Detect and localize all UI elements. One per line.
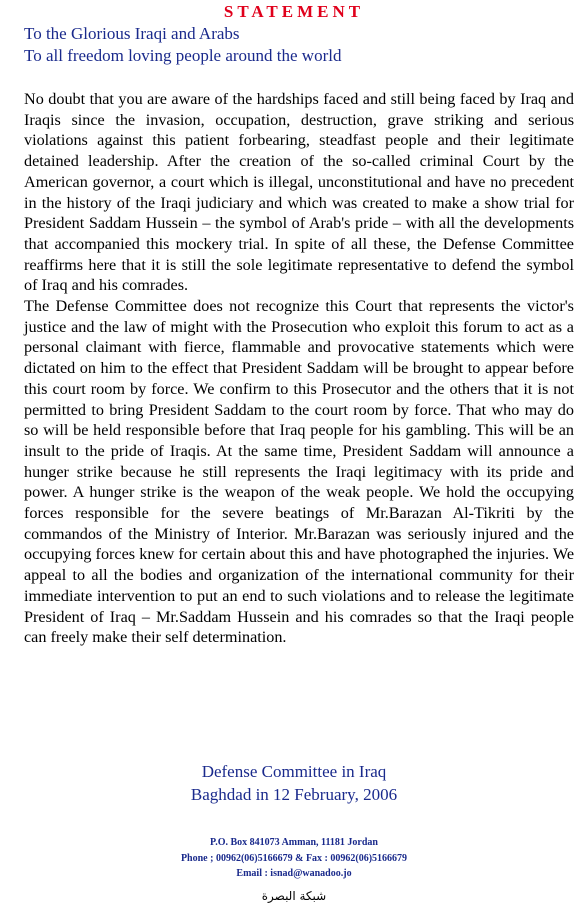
footer-arabic-text: شبكة البصرة [261, 889, 327, 903]
contact-address: P.O. Box 841073 Amman, 11181 Jordan [210, 837, 378, 848]
paragraph-2: The Defense Committee does not recognize this Court that represents the victor's justice and the law of might with the Prosecution who exploit this forum to act as a personal claimant with fierce, flammable and provocative statements which were dictated on him to the effect that President Saddam will be brought to appear before this court room by force. We confirm to this Prosecutor and the others that it is not permitted to bring President Saddam to the court room by force. That who may do so will be held responsible before that Iraq people for his gambling. This will be an insult to the pride of Iraqis. At the same time, President Saddam will announce a hunger strike because he still represents the Iraqi legitimacy with its pride and power. A hunger strike is the weapon of the weak people. We hold the occupying forces responsible for the severe beatings of Mr.Barazan Al-Tikriti by the commandos of the Ministry of Interior. Mr.Barazan was seriously injured and the occupying forces knew for certain about this and have photographed the injuries. We appeal to all the bodies and organization of the international community for their immediate intervention to put an end to such violations and to release the legitimate President of Iraq – Mr.Saddam Hussein and his comrades so that the Iraqi people can freely make their self determination. [24, 297, 574, 647]
greeting-line-2: To all freedom loving people around the world [24, 46, 342, 65]
statement-title: STATEMENT [223, 2, 365, 21]
statement-body [24, 89, 574, 648]
contact-phone-fax: Phone ; 00962(06)5166679 & Fax : 00962(06)5166679 [180, 853, 408, 864]
greeting-line-1: To the Glorious Iraqi and Arabs [24, 24, 240, 43]
contact-email: Email : isnad@wanadoo.jo [236, 868, 352, 879]
signature-committee: Defense Committee in Iraq [201, 762, 387, 781]
paragraph-1: No doubt that you are aware of the hardships faced and still being faced by Iraq and Iraqis since the invasion, occupation, destruction, grave striking and serious violations against this patient forbearing, steadfast people and their legitimate detained leadership. After the creation of the so-called criminal Court by the American governor, a court which is illegal, unconstitutional and have no precedent in the history of the Iraqi judiciary and which was created to make a show trial for President Saddam Hussein – the symbol of Arab's pride – with all the developments that accompanied this mockery trial. In spite of all these, the Defense Committee reaffirms here that it is still the sole legitimate representative to defend the symbol of Iraq and his comrades. [24, 90, 574, 295]
signature-date: Baghdad in 12 February, 2006 [190, 785, 398, 804]
